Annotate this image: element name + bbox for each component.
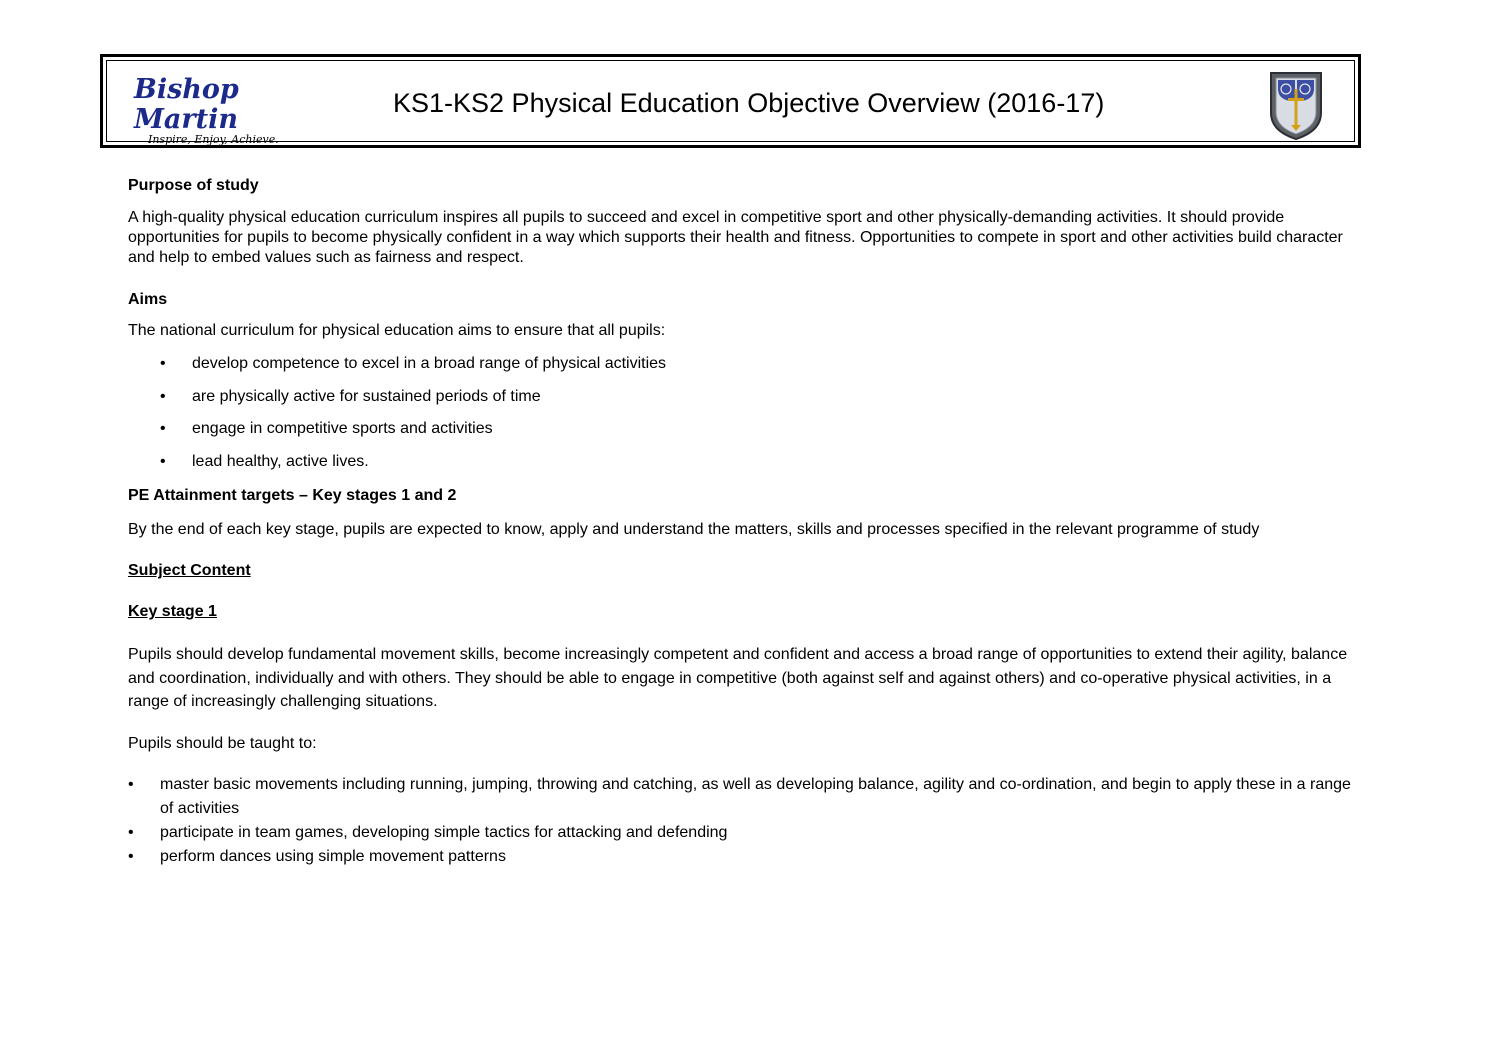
taught-list	[128, 773, 1368, 869]
list-item: • are physically active for sustained periods of time	[160, 387, 541, 405]
logo-name: Bishop Martin	[134, 74, 239, 135]
bullet-icon: •	[160, 420, 166, 437]
document-header	[100, 54, 1361, 148]
bullet-icon: •	[128, 775, 134, 793]
list-item: • perform dances using simple movement patterns	[128, 845, 1368, 869]
aims-list	[128, 354, 1368, 484]
list-item: • participate in team games, developing simple tactics for attacking and defending	[128, 821, 1368, 845]
bullet-icon: •	[160, 387, 166, 405]
header-inner-border	[106, 60, 1355, 146]
bullet-icon: •	[160, 452, 166, 470]
list-item: • develop competence to excel in a broad range of physical activities	[160, 355, 667, 372]
list-item: • engage in competitive sports and activities	[160, 420, 493, 437]
attainment-body: By the end of each key stage, pupils are expected to know, apply and understand the matters, skills and processes specified in the relevant programme of study	[128, 521, 1260, 538]
aims-heading: Aims	[128, 291, 168, 308]
school-crest-icon	[1267, 69, 1325, 141]
subject-content-heading: Subject Content	[128, 562, 251, 579]
taught-intro: Pupils should be taught to:	[128, 734, 317, 752]
logo-tagline: Inspire, Enjoy, Achieve.	[148, 133, 279, 146]
key-stage-1-heading: Key stage 1	[128, 603, 217, 620]
document-title: KS1-KS2 Physical Education Objective Overview (2016-17)	[393, 88, 1105, 118]
bullet-icon: •	[160, 355, 166, 372]
aims-intro: The national curriculum for physical education aims to ensure that all pupils:	[128, 322, 666, 339]
purpose-heading: Purpose of study	[128, 177, 259, 194]
document-body	[128, 176, 1368, 869]
attainment-heading: PE Attainment targets – Key stages 1 and 2	[128, 487, 457, 504]
list-item: • master basic movements including running, jumping, throwing and catching, as well as developing balance, agility and co-ordination, and begin to apply these in a range of activities	[128, 773, 1368, 821]
key-stage-1-body: Pupils should develop fundamental movement skills, become increasingly competent and confident and access a broad range of opportunities to extend their agility, balance and coordination, individually and with others. They should be able to engage in competitive (both against self and against others) and co-operative physical activities, in a range of increasingly challenging situations.	[128, 646, 1348, 710]
list-item: • lead healthy, active lives.	[160, 452, 369, 470]
school-logo	[134, 75, 334, 147]
purpose-body: A high-quality physical education curriculum inspires all pupils to succeed and excel in competitive sport and other physically-demanding activities. It should provide opportunities for pupils to become physically confident in a way which supports their health and fitness. Opportunities to compete in sport and other activities build character and help to embed values such as fairness and respect.	[128, 209, 1343, 266]
bullet-icon: •	[128, 847, 134, 865]
bullet-icon: •	[128, 823, 134, 841]
